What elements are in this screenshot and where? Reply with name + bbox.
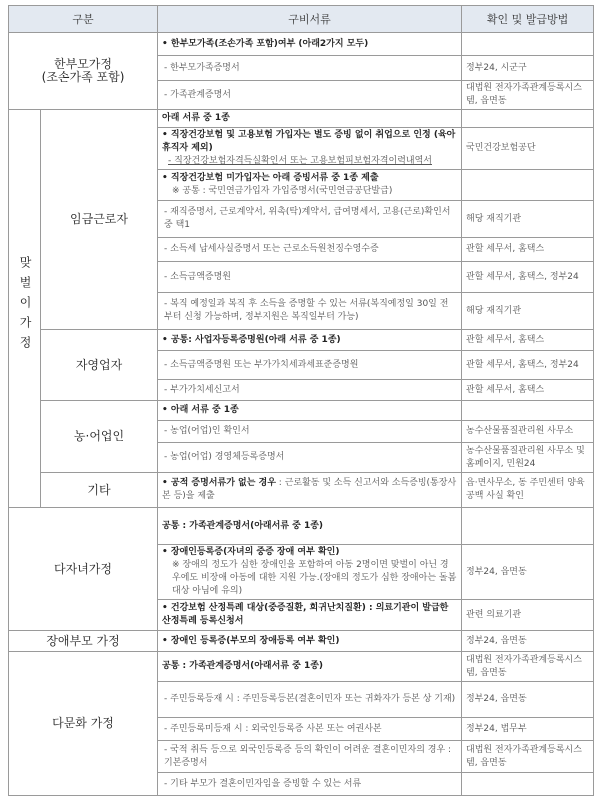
doc-cell: - 농업(어업)인 확인서 bbox=[158, 421, 462, 443]
category-multi-child: 다자녀가정 bbox=[9, 508, 158, 631]
doc-cell: • 공적 증명서류가 없는 경우 : 근로활동 및 소득 신고서와 소득증빙(통장사본 등)을 제출 bbox=[158, 473, 462, 508]
issuer-cell: 국민건강보험공단 bbox=[462, 128, 594, 170]
category-multicultural: 다문화 가정 bbox=[9, 652, 158, 796]
doc-cell: - 국적 취득 등으로 외국인등록증 등의 확인이 어려운 결혼이민자의 경우 : 기본증명서 bbox=[158, 741, 462, 773]
issuer-cell: 정부24, 읍면동 bbox=[462, 682, 594, 718]
issuer-cell bbox=[462, 33, 594, 56]
issuer-cell bbox=[462, 110, 594, 128]
category-dual-income bbox=[9, 110, 41, 508]
required-documents-table bbox=[8, 5, 594, 796]
issuer-cell: 정부24, 읍면동 bbox=[462, 631, 594, 652]
issuer-cell bbox=[462, 170, 594, 201]
issuer-cell: 대법원 전자가족관계등록시스템, 읍면동 bbox=[462, 741, 594, 773]
header-row bbox=[9, 6, 594, 33]
table-row bbox=[9, 631, 594, 652]
issuer-cell: 정부24, 법무부 bbox=[462, 718, 594, 741]
issuer-cell: 관할 세무서, 홈택스 bbox=[462, 330, 594, 351]
table-row bbox=[9, 330, 594, 351]
issuer-cell: 정부24, 읍면동 bbox=[462, 545, 594, 600]
doc-cell: - 주민등록등재 시 : 주민등록등본(결혼이민자 또는 귀화자가 등본 상 기재) bbox=[158, 682, 462, 718]
header-issuance: 확인 및 발급방법 bbox=[462, 6, 594, 33]
doc-cell: - 부가가치세신고서 bbox=[158, 380, 462, 401]
doc-cell: - 농업(어업) 경영체등록증명서 bbox=[158, 443, 462, 473]
category-single-parent: 한부모가정 (조손가족 포함) bbox=[9, 33, 158, 110]
doc-cell: - 가족관계증명서 bbox=[158, 81, 462, 110]
doc-cell: - 복직 예정일과 복직 후 소득을 증명할 수 있는 서류(복직예정일 30일 전부터 신청 가능하며, 정부지원은 복직일부터 가능) bbox=[158, 293, 462, 330]
doc-cell: - 소득금액증명원 또는 부가가치세과세표준증명원 bbox=[158, 351, 462, 380]
category-self-employed: 자영업자 bbox=[41, 330, 158, 401]
issuer-cell: 관할 세무서, 홈택스, 정부24 bbox=[462, 351, 594, 380]
table-row bbox=[9, 652, 594, 682]
issuer-cell: 해당 재직기관 bbox=[462, 293, 594, 330]
header-documents: 구비서류 bbox=[158, 6, 462, 33]
doc-cell: • 아래 서류 중 1종 bbox=[158, 401, 462, 421]
issuer-cell: 읍·면사무소, 동 주민센터 양육공백 사실 확인 bbox=[462, 473, 594, 508]
doc-cell: - 소득세 납세사실증명서 또는 근로소득원천징수영수증 bbox=[158, 238, 462, 262]
doc-cell: • 장애인 등록증(부모의 장애등록 여부 확인) bbox=[158, 631, 462, 652]
issuer-cell: 해당 재직기관 bbox=[462, 201, 594, 238]
doc-cell: - 기타 부모가 결혼이민자임을 증빙할 수 있는 서류 bbox=[158, 773, 462, 796]
doc-cell: - 재직증명서, 근로계약서, 위촉(탁)계약서, 급여명세서, 고용(근로)확인서 중 택1 bbox=[158, 201, 462, 238]
doc-cell: • 건강보험 산정특례 대상(중증질환, 희귀난치질환) : 의료기관이 발급한 산정특례 등록신청서 bbox=[158, 600, 462, 631]
doc-cell: • 직장건강보험 및 고용보험 가입자는 별도 증빙 없이 취업으로 인정 (육아휴직자 제외) - 직장건강보험자격득실확인서 또는 고용보험피보험자격이력내역서 bbox=[158, 128, 462, 170]
category-other: 기타 bbox=[41, 473, 158, 508]
issuer-cell bbox=[462, 508, 594, 545]
table-row bbox=[9, 473, 594, 508]
doc-cell: • 장애인등록증(자녀의 중증 장애 여부 확인) ※ 장애의 정도가 심한 장애인을 포함하여 아동 2명이면 맞벌이 아닌 경우에도 비장애 아동에 대한 지원 가능.(장애의 정도가 심한 장애아는 돌봄대상 아님에 유의) bbox=[158, 545, 462, 600]
issuer-cell: 관할 세무서, 홈택스 bbox=[462, 238, 594, 262]
table-row bbox=[9, 110, 594, 128]
table-row bbox=[9, 508, 594, 545]
category-farmer-fisher: 농·어업인 bbox=[41, 401, 158, 473]
category-wage-earner: 임금근로자 bbox=[41, 110, 158, 330]
doc-cell: • 공통: 사업자등록증명원(아래 서류 중 1종) bbox=[158, 330, 462, 351]
doc-cell: 공통 : 가족관계증명서(아래서류 중 1종) bbox=[158, 652, 462, 682]
issuer-cell: 농수산물품질관리원 사무소 및 홈페이지, 민원24 bbox=[462, 443, 594, 473]
doc-cell: 아래 서류 중 1종 bbox=[158, 110, 462, 128]
doc-cell: • 한부모가족(조손가족 포함)여부 (아래2가지 모두) bbox=[158, 33, 462, 56]
issuer-cell: 대법원 전자가족관계등록시스템, 읍면동 bbox=[462, 81, 594, 110]
doc-cell: - 주민등록미등재 시 : 외국인등록증 사본 또는 여권사본 bbox=[158, 718, 462, 741]
issuer-cell: 관할 세무서, 홈택스 bbox=[462, 380, 594, 401]
doc-cell: - 소득금액증명원 bbox=[158, 262, 462, 293]
table-row bbox=[9, 33, 594, 56]
header-category: 구분 bbox=[9, 6, 158, 33]
doc-cell: 공통 : 가족관계증명서(아래서류 중 1종) bbox=[158, 508, 462, 545]
doc-cell: - 한부모가족증명서 bbox=[158, 56, 462, 81]
issuer-cell bbox=[462, 773, 594, 796]
table-row bbox=[9, 401, 594, 421]
issuer-cell: 대법원 전자가족관계등록시스템, 읍면동 bbox=[462, 652, 594, 682]
issuer-cell: 관련 의료기관 bbox=[462, 600, 594, 631]
issuer-cell bbox=[462, 401, 594, 421]
dual-income-label: 맞벌이가정 bbox=[18, 256, 32, 356]
category-disabled-parent: 장애부모 가정 bbox=[9, 631, 158, 652]
issuer-cell: 농수산물품질관리원 사무소 bbox=[462, 421, 594, 443]
issuer-cell: 정부24, 시군구 bbox=[462, 56, 594, 81]
issuer-cell: 관할 세무서, 홈택스, 정부24 bbox=[462, 262, 594, 293]
doc-cell: • 직장건강보험 미가입자는 아래 증빙서류 중 1종 제출 ※ 공통 : 국민연금가입자 가입증명서(국민연금공단발급) bbox=[158, 170, 462, 201]
